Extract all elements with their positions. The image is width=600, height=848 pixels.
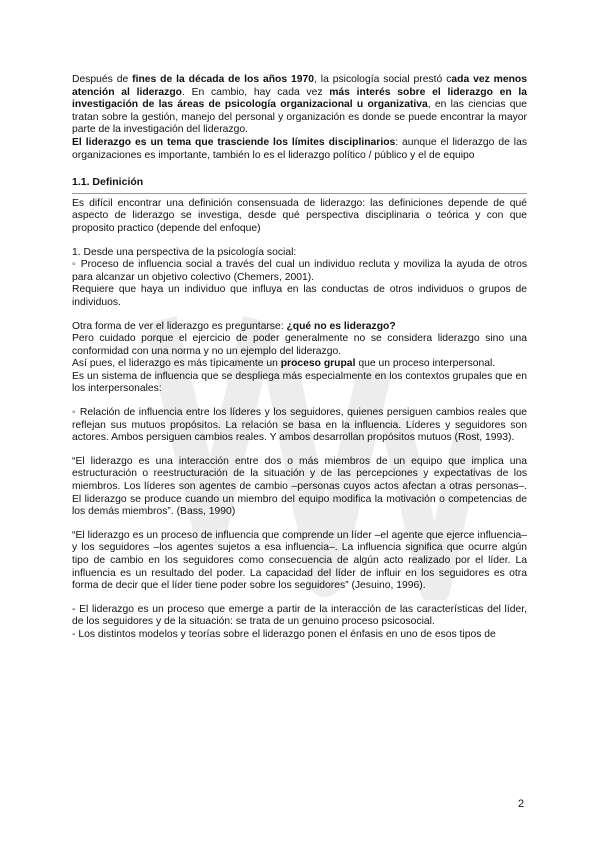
power-paragraph: Pero cuidado porque el ejercicio de poder generalmente no se considera liderazgo sino una conformidad con una norma y no un ejemplo del liderazgo. bbox=[72, 333, 527, 357]
document-page bbox=[72, 74, 527, 642]
intro-paragraph: Después de fines de la década de los años 1970, la psicología social prestó cada vez menos atención al liderazgo. En cambio, hay cada vez más interés sobre el liderazgo en la investigación de las áreas de psicología organizacional u organizativa, en las ciencias que tratan sobre la gestión, manejo del personal y organización es donde se puede encontrar la mayor parte de la investigación del liderazgo. bbox=[72, 74, 528, 136]
models-paragraph: - Los distintos modelos y teorías sobre el liderazgo ponen el énfasis en uno de esos tipos de bbox=[72, 628, 496, 640]
jesuino-quote: “El liderazgo es un proceso de influencia que comprende un líder –el agente que ejerce influencia– y los seguidores –los agentes sujetos a esa influencia–. La influencia significa que ocurre algún tipo de cambio en los seguidores como consecuencia de algún acto realizado por el líder. La influencia es un resultado del poder. La capacidad del líder de influir en los seguidores es otra forma de decir que el líder tiene poder sobre los seguidores” (Jesuino, 1996). bbox=[72, 529, 527, 592]
perspective-bullet: ◦ Proceso de influencia social a través del cual un individuo recluta y moviliza la ayuda de otros para alcanzar un objetivo colectivo (Chemers, 2001). bbox=[72, 259, 527, 283]
section-heading: 1.1. Definición bbox=[72, 176, 144, 189]
interdisciplinary-paragraph: El liderazgo es un tema que trasciende los límites disciplinarios: aunque el liderazgo de las organizaciones es importante, también lo es el liderazgo político / público y el de equipo bbox=[72, 136, 528, 161]
rost-definition: ◦ Relación de influencia entre los líderes y los seguidores, quienes persiguen cambios reales que reflejan sus mutuos propósitos. La relación se basa en la influencia. Líderes y seguidores son actores. Ambos persiguen cambios reales. Y ambos desarrollan propósitos mutuos (Rost, 1993). bbox=[72, 407, 527, 444]
perspective-requirement: Requiere que haya un individuo que influya en las conductas de otros individuos o grupos de individuos. bbox=[72, 284, 527, 308]
group-process-paragraph: Así pues, el liderazgo es más típicamente un proceso grupal que un proceso interpersonal. bbox=[72, 358, 496, 370]
section-divider bbox=[72, 193, 527, 194]
bass-quote: “El liderazgo es una interacción entre dos o más miembros de un equipo que implica una estructuración o reestructuración de la situación y de las percepciones y expectativas de los miembros. Los líderes son agentes de cambio –personas cuyos actos afectan a otras personas–. El liderazgo se produce cuando un miembro del equipo modifica la motivación o competencias de los demás miembros”. (Bass, 1990) bbox=[72, 455, 527, 518]
psychosocial-paragraph: - El liderazgo es un proceso que emerge a partir de la interacción de las características del líder, de los seguidores y de la situación: se trata de un genuino proceso psicosocial. bbox=[72, 603, 527, 628]
definition-intro: Es difícil encontrar una definición consensuada de liderazgo: las definiciones depende de qué aspecto de liderazgo se investiga, desde qué perspectiva disciplinaria o teórica y con que proposito practico (depende del enfoque) bbox=[72, 197, 527, 234]
page-number: 2 bbox=[518, 798, 525, 810]
influence-system-paragraph: Es un sistema de influencia que se despliega más especialmente en los contextos grupales que en los interpersonales: bbox=[72, 370, 527, 395]
perspective-heading: 1. Desde una perspectiva de la psicología social: bbox=[72, 246, 297, 258]
question-paragraph: Otra forma de ver el liderazgo es preguntarse: ¿qué no es liderazgo? bbox=[72, 320, 396, 332]
